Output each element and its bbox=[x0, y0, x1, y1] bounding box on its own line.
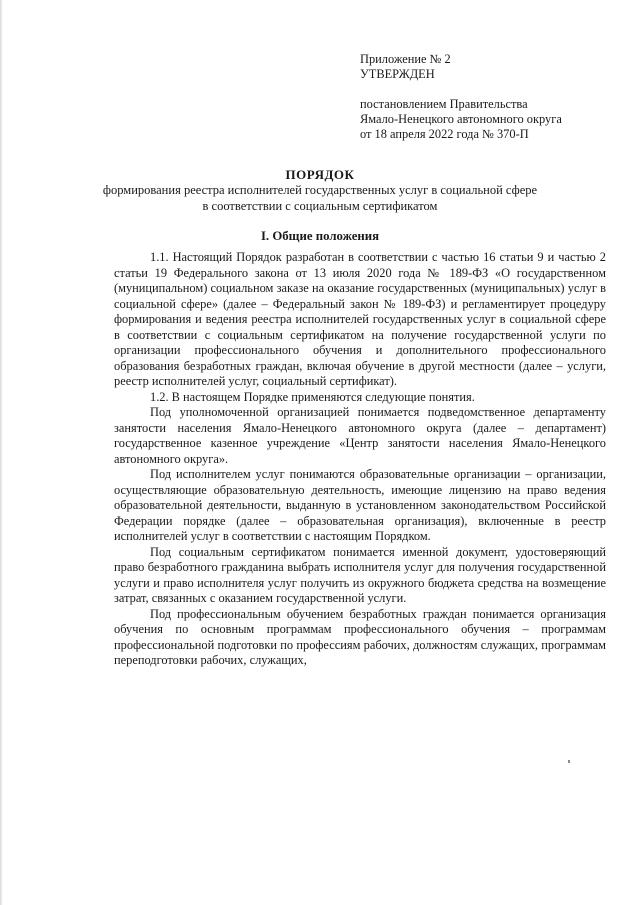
paragraph-1-1: 1.1. Настоящий Порядок разработан в соответствии с частью 16 статьи 9 и частью 2 статьи 19 Федерального закона от 13 июля 2020 года № 189-ФЗ «О государственном (муниципальном) социальном заказе на оказание государственных (муниципальных) услуг в социальной сфере» (далее – Федеральный закон № 189-ФЗ) и регламентирует процедуру формирования и ведения реестра исполнителей государственных услуг в социальной сфере в соответствии с социальным сертификатом на получение государственной услуги по организации профессионального обучения и дополнительного профессионального образования безработных граждан, включая обучение в другой местности (далее – услуги, реестр исполнителей услуг, социальный сертификат). bbox=[114, 250, 606, 388]
appendix-label: Приложение № 2 bbox=[360, 52, 451, 66]
approval-line-2: Ямало-Ненецкого автономного округа bbox=[360, 112, 562, 126]
paragraph-professional-training: Под профессиональным обучением безработных граждан понимается организация обучения по основным программам профессионального обучения – программам профессиональной подготовки по профессиям рабочих, должностям служащих, программам переподготовки рабочих, служащих, bbox=[114, 606, 606, 667]
paragraph-1-2: 1.2. В настоящем Порядке применяются следующие понятия. bbox=[150, 389, 475, 404]
paragraph-authorized-organization: Под уполномоченной организацией понимается подведомственное департаменту занятости населения Ямало-Ненецкого автономного округа (далее – департамент) государственное казенное учреждение «Центр занятости населения Ямало-Ненецкого автономного округа». bbox=[114, 405, 606, 466]
approval-line-1: постановлением Правительства bbox=[360, 97, 528, 111]
section-body bbox=[114, 250, 606, 669]
paragraph-social-certificate: Под социальным сертификатом понимается именной документ, удостоверяющий право безработного гражданина выбрать исполнителя услуг для получения государственной услуги и право исполнителя услуг получить из окружного бюджета средства на возмещение затрат, связанных с оказанием государственной услуги. bbox=[114, 544, 606, 605]
scan-edge-shadow bbox=[0, 0, 3, 905]
approval-block bbox=[360, 52, 630, 142]
section-heading: I. Общие положения bbox=[260, 229, 380, 243]
scan-speck bbox=[568, 760, 570, 763]
approval-line-3: от 18 апреля 2022 года № 370-П bbox=[360, 127, 529, 141]
document-title: ПОРЯДОК bbox=[285, 167, 355, 182]
document-subtitle: формирования реестра исполнителей государственных услуг в социальной сфере в соответствии с социальным сертификатом bbox=[102, 183, 538, 213]
approved-label: УТВЕРЖДЕН bbox=[360, 67, 435, 81]
paragraph-service-provider: Под исполнителем услуг понимаются образовательные организации – организации, осуществляющие образовательную деятельность, имеющие лицензию на право ведения образовательной деятельности, выданную в установленном законодательством Российской Федерации порядке (далее – образовательная организация), включенные в реестр исполнителей услуг в соответствии с настоящим Порядком. bbox=[114, 467, 606, 543]
